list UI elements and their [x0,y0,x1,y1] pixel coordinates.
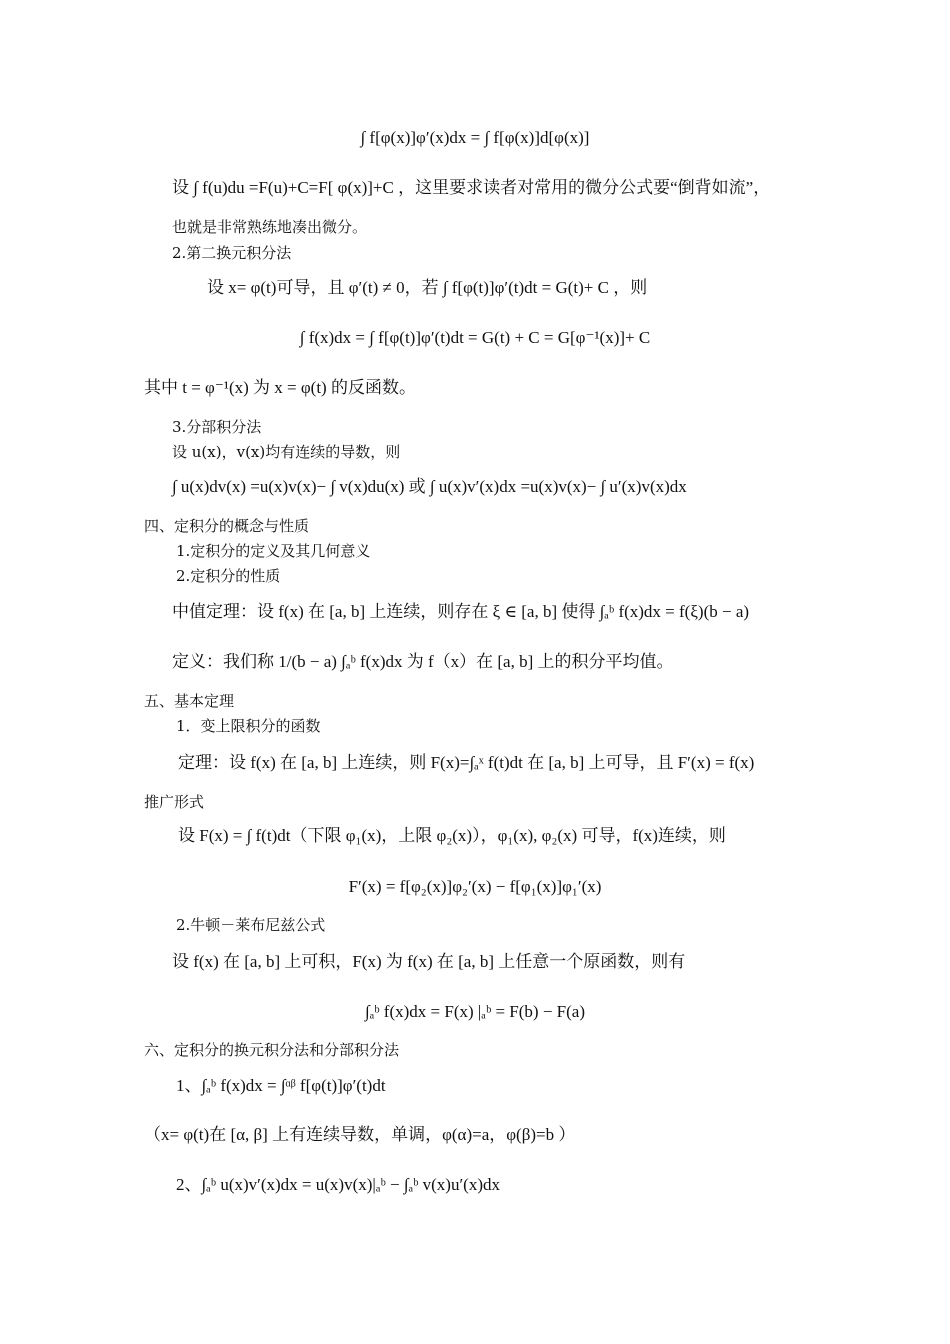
paragraph-substitution-note: 设 ∫ f(u)du =F(u)+C=F[ φ(x)]+C ，这里要求读者对常用的微分公式要“倒背如流”， [172,178,771,197]
equation-definite-substitution: 1、∫ₐᵇ f(x)dx = ∫ᵅᵝ f[φ(t)]φ′(t)dt [176,1076,386,1095]
paragraph-theorem: 定理：设 f(x) 在 [a, b] 上连续，则 F(x)=∫ₐˣ f(t)dt 在 [a, b] 上可导，且 F′(x) = f(x) [178,753,755,772]
paragraph-parts-condition: 设 u(x)，v(x)均有连续的导数，则 [172,443,401,461]
paragraph-substitution-note-cont: 也就是非常熟练地凑出微分。 [172,218,368,236]
equation-second-substitution: ∫ f(x)dx = ∫ f[φ(t)]φ′(t)dt = G(t) + C = G[φ⁻¹(x)]+ C [299,328,651,347]
subheading-variable-limit: 1．变上限积分的函数 [176,717,321,735]
equation-integration-by-parts: ∫ u(x)dv(x) =u(x)v(x)− ∫ v(x)du(x) 或 ∫ u(x)v′(x)dx =u(x)v(x)− ∫ u′(x)v(x)dx [172,477,687,496]
subheading-definition: 1.定积分的定义及其几何意义 [176,542,371,560]
label-generalization: 推广形式 [144,793,205,811]
equation-first-substitution: ∫ f[φ(x)]φ′(x)dx = ∫ f[φ(x)]d[φ(x)] [360,128,590,147]
subheading-newton-leibniz: 2.牛顿－莱布尼兹公式 [176,916,326,934]
paragraph-second-substitution: 设 x= φ(t)可导，且 φ′(t) ≠ 0，若 ∫ f[φ(t)]φ′(t)dt = G(t)+ C ，则 [207,278,648,297]
paragraph-average-value: 定义：我们称 1/(b − a) ∫ₐᵇ f(x)dx 为 f（x）在 [a, b] 上的积分平均值。 [172,652,674,671]
heading-second-substitution: 2.第二换元积分法 [172,244,292,262]
section-heading-4: 四、定积分的概念与性质 [144,517,310,535]
equation-newton-leibniz: ∫ₐᵇ f(x)dx = F(x) |ₐᵇ = F(b) − F(a) [364,1002,585,1021]
equation-definite-parts: 2、∫ₐᵇ u(x)v′(x)dx = u(x)v(x)|ₐᵇ − ∫ₐᵇ v(x)u′(x)dx [176,1175,500,1194]
section-heading-5: 五、基本定理 [144,692,235,710]
paragraph-newton-leibniz: 设 f(x) 在 [a, b] 上可积，F(x) 为 f(x) 在 [a, b] 上任意一个原函数，则有 [172,952,686,971]
equation-generalization: F′(x) = f[φ₂(x)]φ₂′(x) − f[φ₁(x)]φ₁′(x) [348,877,602,896]
subheading-properties: 2.定积分的性质 [176,567,281,585]
paragraph-mean-value-theorem: 中值定理：设 f(x) 在 [a, b] 上连续，则存在 ξ ∈ [a, b] 使得 ∫ₐᵇ f(x)dx = f(ξ)(b − a) [172,602,750,621]
heading-integration-by-parts: 3.分部积分法 [172,418,262,436]
paragraph-inverse-function: 其中 t = φ⁻¹(x) 为 x = φ(t) 的反函数。 [144,378,416,397]
paragraph-generalization: 设 F(x) = ∫ f(t)dt（下限 φ₁(x)，上限 φ₂(x)），φ₁(x), φ₂(x) 可导，f(x)连续，则 [178,826,726,845]
section-heading-6: 六、定积分的换元积分法和分部积分法 [144,1041,400,1059]
paragraph-substitution-conditions: （x= φ(t)在 [α, β] 上有连续导数，单调，φ(α)=a，φ(β)=b ） [144,1125,576,1144]
